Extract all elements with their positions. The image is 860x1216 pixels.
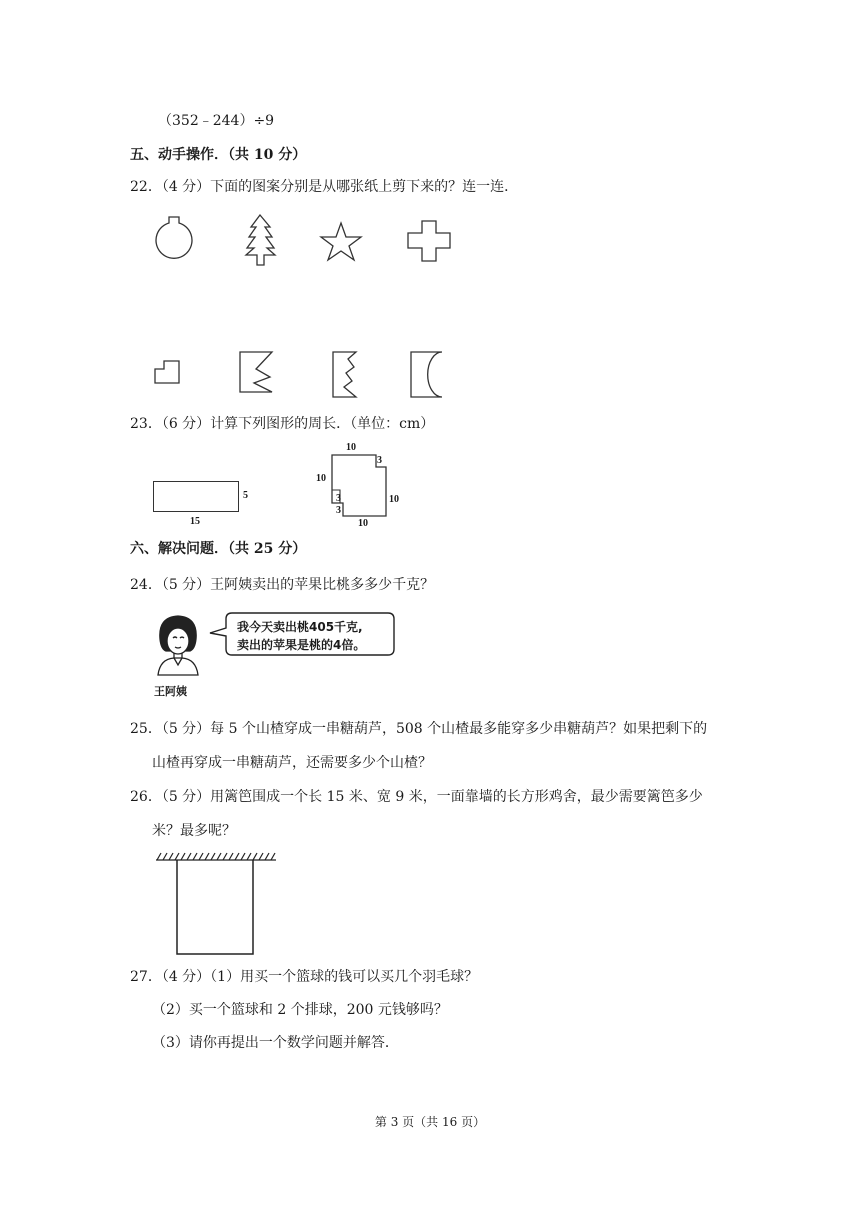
paper-arc-shape <box>411 352 442 397</box>
bubble-line-1: 我今天卖出桃405千克, <box>237 620 363 634</box>
q23-stepped-figure <box>310 441 410 531</box>
q27-line-1: 27．（4 分）（1）用买一个篮球的钱可以买几个羽毛球？ <box>130 969 479 985</box>
fence-outline <box>177 860 253 954</box>
q27-line-3: （3）请你再提出一个数学问题并解答． <box>152 1035 399 1051</box>
person-name-label: 王阿姨 <box>154 685 187 698</box>
q26-line-1: 26．（5 分）用篱笆围成一个长 15 米、宽 9 米，一面靠墙的长方形鸡舍，最少需要篱笆多少 <box>130 789 703 805</box>
section5-heading: 五、动手操作．（共 10 分） <box>130 147 307 163</box>
q27-line-2: （2）买一个篮球和 2 个排球，200 元钱够吗？ <box>152 1002 448 1018</box>
paper-step-shape <box>155 361 179 383</box>
q22-folded-papers <box>150 347 450 403</box>
circle-with-notch-shape <box>156 217 192 258</box>
q22-text: 22．（4 分）下面的图案分别是从哪张纸上剪下来的？连一连． <box>130 179 519 195</box>
tree-shape <box>246 215 275 265</box>
rect-bottom-label: 15 <box>190 516 200 527</box>
shape-left-step-a-label: 3 <box>336 493 341 504</box>
shape-left-step-b-label: 3 <box>336 505 341 516</box>
q23-rectangle-figure <box>153 481 273 529</box>
page-footer: 第 3 页（共 16 页） <box>374 1115 486 1129</box>
q21-expression: （352﹣244）÷9 <box>158 113 275 129</box>
q24-illustration <box>148 609 398 701</box>
q26-line-2: 米？最多呢？ <box>152 823 236 839</box>
q25-line-1: 25．（5 分）每 5 个山楂穿成一串糖葫芦，508 个山楂最多能穿多少串糖葫芦？如果把剩下的 <box>130 721 708 737</box>
woman-figure <box>158 616 198 675</box>
q24-text: 24．（5 分）王阿姨卖出的苹果比桃多多少千克？ <box>130 577 435 593</box>
paper-zigzag-shape <box>240 352 272 392</box>
star-shape <box>321 223 361 260</box>
rect-side-label: 5 <box>243 490 248 501</box>
shape-top-step-label: 3 <box>377 455 382 466</box>
shape-bottom-label: 10 <box>358 518 368 529</box>
wall-hatching <box>156 853 276 860</box>
shape-right-label: 10 <box>389 494 399 505</box>
rectangle-shape <box>153 481 239 512</box>
section6-heading: 六、解决问题．（共 25 分） <box>130 541 307 557</box>
shape-top-label: 10 <box>346 442 356 453</box>
q26-coop-figure <box>154 850 280 958</box>
cross-shape <box>408 221 450 261</box>
paper-saw-shape <box>333 352 356 397</box>
shape-left-label: 10 <box>316 473 326 484</box>
q23-text: 23．（6 分）计算下列图形的周长．（单位：cm） <box>130 416 435 432</box>
q22-cutout-shapes <box>150 213 460 273</box>
q25-line-2: 山楂再穿成一串糖葫芦，还需要多少个山楂？ <box>152 755 432 771</box>
bubble-line-2: 卖出的苹果是桃的4倍。 <box>237 638 366 652</box>
